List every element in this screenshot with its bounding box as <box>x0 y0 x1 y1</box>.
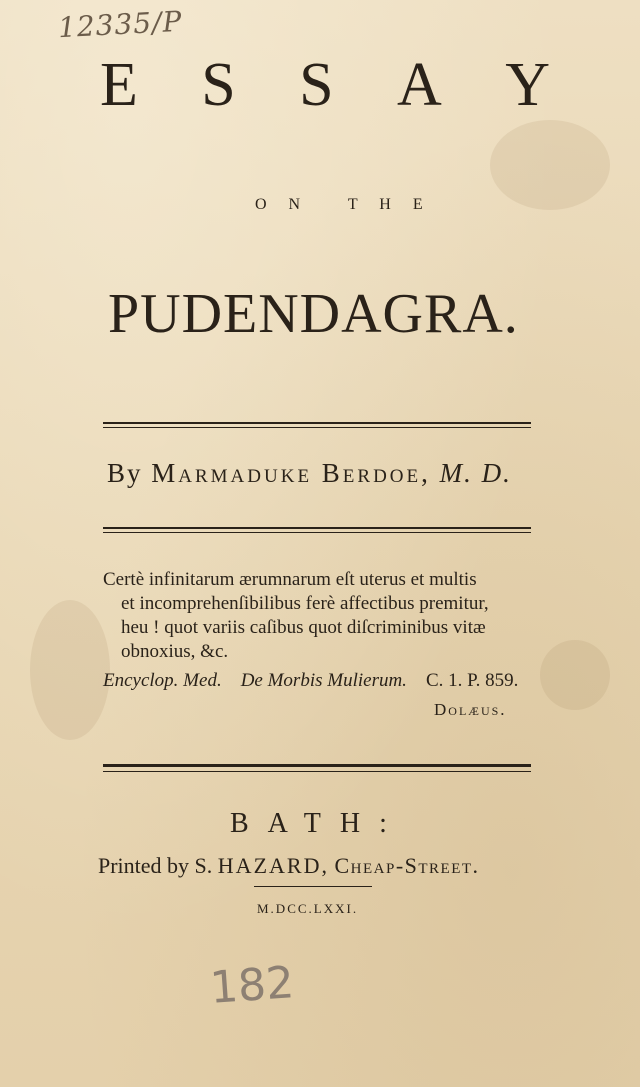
epigraph-line: heu ! quot variis caſibus quot diſcriminibus vitæ <box>121 617 486 638</box>
shelfmark-inscription: 12335/P <box>57 4 184 45</box>
double-rule <box>103 527 531 533</box>
epigraph-citation <box>103 670 535 692</box>
byline-by: By <box>107 458 143 488</box>
author-degree: M. D. <box>439 458 512 488</box>
double-rule <box>103 764 531 772</box>
paper-stain <box>540 640 610 710</box>
imprint-printer <box>98 853 480 879</box>
title-essay <box>100 50 550 121</box>
imprint-date: M.DCC.LXXI. <box>257 901 359 916</box>
title-subject: PUDENDAGRA. <box>108 283 519 345</box>
pencil-annotation: 182 <box>208 957 296 1014</box>
epigraph-line: Certè infinitarum ærumnarum eſt uterus et multis <box>103 569 477 590</box>
printed-by: Printed by S. <box>98 853 213 878</box>
imprint-place: BATH: <box>230 808 406 839</box>
double-rule <box>103 422 531 428</box>
author-name: Marmaduke Berdoe, <box>151 458 431 488</box>
epigraph-line: obnoxius, &c. <box>121 641 229 662</box>
epigraph <box>103 568 535 664</box>
title-letter: Y <box>505 51 550 119</box>
title-on-the: O N T H E <box>255 196 432 213</box>
byline <box>107 458 512 489</box>
printer-street: Cheap-Street. <box>334 853 480 878</box>
title-letter: S <box>201 51 236 119</box>
title-letter: S <box>299 51 334 119</box>
paper-stain <box>30 600 110 740</box>
epigraph-line: et incomprehenſibilibus ferè affectibus premitur, <box>121 593 489 614</box>
citation-ref: C. 1. P. 859. <box>425 670 519 691</box>
short-rule <box>254 886 372 888</box>
printer-name: HAZARD, <box>217 853 329 878</box>
title-letter: A <box>397 51 442 119</box>
citation-title: De Morbis Mulierum. <box>240 670 407 691</box>
paper-stain <box>490 120 610 210</box>
citation-author: Dolæus. <box>434 700 507 719</box>
title-letter: E <box>100 51 138 119</box>
citation-work: Encyclop. Med. <box>103 670 222 691</box>
